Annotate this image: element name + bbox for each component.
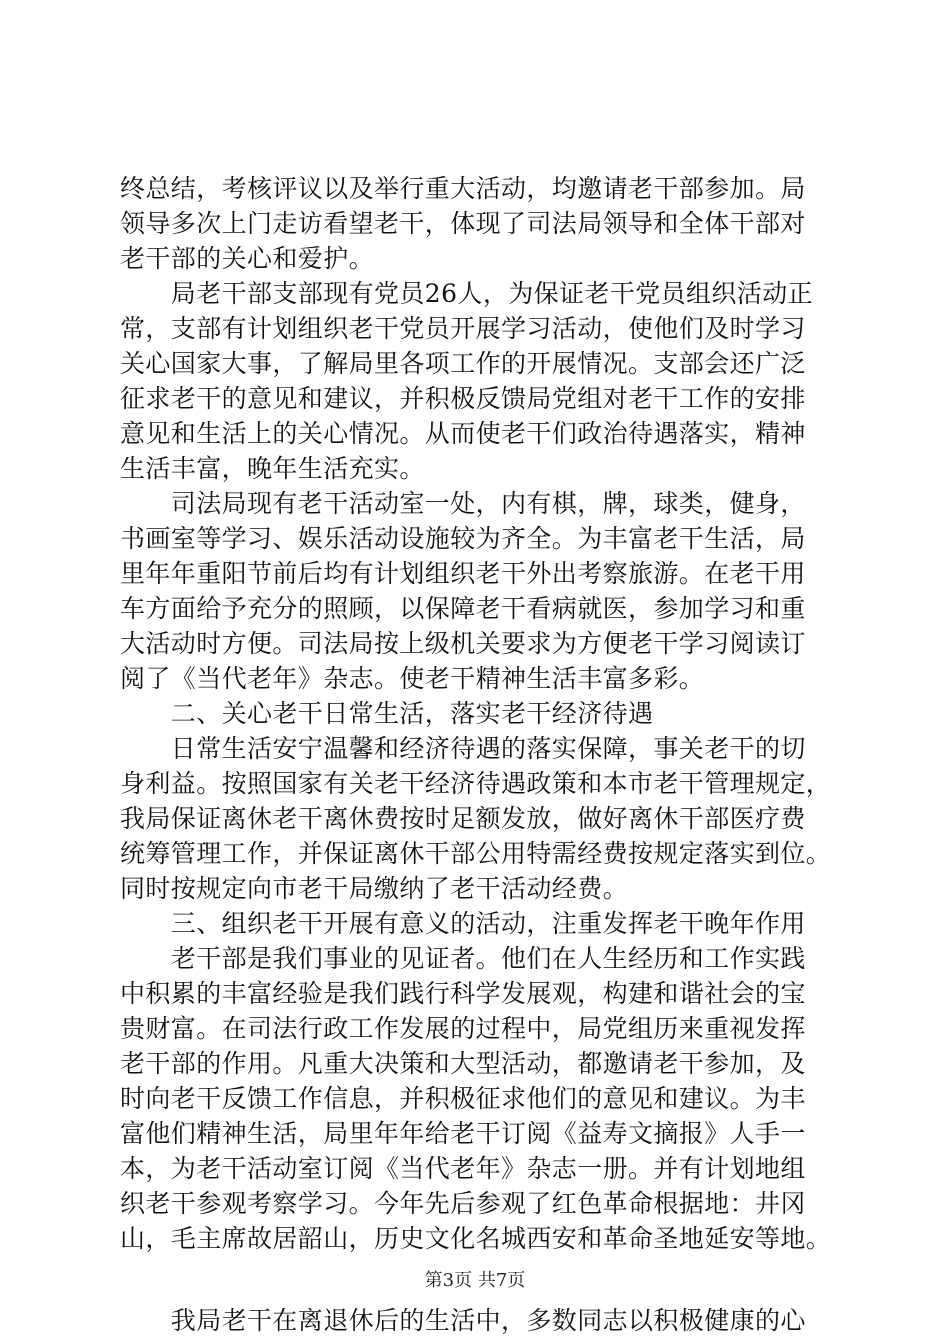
- document-body: [120, 171, 840, 1338]
- text-line: 终总结，考核评议以及举行重大活动，均邀请老干部参加。局: [120, 174, 806, 203]
- text-line: 意见和生活上的关心情况。从而使老干们政治待遇落实，精神: [120, 419, 806, 448]
- text-line: 山，毛主席故居韶山，历史文化名城西安和革命圣地延安等地。: [120, 1224, 832, 1253]
- text-line: 富他们精神生活，局里年年给老干订阅《益寿文摘报》人手一: [120, 1119, 806, 1148]
- text-line: 贵财富。在司法行政工作发展的过程中，局党组历来重视发挥: [120, 1014, 806, 1043]
- section-heading: 二、关心老干日常生活，落实老干经济待遇: [120, 699, 654, 728]
- text-line: 中积累的丰富经验是我们践行科学发展观，构建和谐社会的宝: [120, 979, 806, 1008]
- text-line: 时向老干反馈工作信息，并积极征求他们的意见和建议。为丰: [120, 1084, 806, 1113]
- text-line: 里年年重阳节前后均有计划组织老干外出考察旅游。在老干用: [120, 559, 806, 588]
- text-line: 同时按规定向市老干局缴纳了老干活动经费。: [120, 874, 629, 903]
- text-line: 身利益。按照国家有关老干经济待遇政策和本市老干管理规定，: [120, 769, 832, 798]
- section-heading: 三、组织老干开展有意义的活动，注重发挥老干晚年作用: [120, 909, 806, 938]
- text-line: 老干部的作用。凡重大决策和大型活动，都邀请老干参加，及: [120, 1049, 806, 1078]
- text-line: 常，支部有计划组织老干党员开展学习活动，使他们及时学习: [120, 314, 806, 343]
- text-line: 我局老干在离退休后的生活中，多数同志以积极健康的心: [120, 1306, 806, 1335]
- text-line: 阅了《当代老年》杂志。使老干精神生活丰富多彩。: [120, 664, 705, 693]
- text-line: 车方面给予充分的照顾，以保障老干看病就医，参加学习和重: [120, 594, 806, 623]
- text-line: 织老干参观考察学习。今年先后参观了红色革命根据地：井冈: [120, 1189, 806, 1218]
- text-line: 本，为老干活动室订阅《当代老年》杂志一册。并有计划地组: [120, 1154, 806, 1183]
- text-line: 我局保证离休老干离休费按时足额发放，做好离休干部医疗费: [120, 804, 806, 833]
- text-line: 领导多次上门走访看望老干，体现了司法局领导和全体干部对: [120, 209, 806, 238]
- text-line: 大活动时方便。司法局按上级机关要求为方便老干学习阅读订: [120, 629, 806, 658]
- text-line: 老干部的关心和爱护。: [120, 244, 375, 273]
- text-line: 生活丰富，晚年生活充实。: [120, 454, 425, 483]
- text-line: 局老干部支部现有党员26人，为保证老干党员组织活动正: [120, 279, 814, 308]
- text-line: 日常生活安宁温馨和经济待遇的落实保障，事关老干的切: [120, 734, 806, 763]
- text-line: 统筹管理工作，并保证离休干部公用特需经费按规定落实到位。: [120, 839, 832, 868]
- text-line: 司法局现有老干活动室一处，内有棋，牌，球类，健身，: [120, 489, 806, 518]
- text-line: 关心国家大事，了解局里各项工作的开展情况。支部会还广泛: [120, 349, 806, 378]
- text-line: 征求老干的意见和建议，并积极反馈局党组对老干工作的安排: [120, 384, 806, 413]
- text-line: 老干部是我们事业的见证者。他们在人生经历和工作实践: [120, 944, 806, 973]
- page-footer: 第3页 共7页: [424, 1270, 526, 1291]
- text-line: 书画室等学习、娱乐活动设施较为齐全。为丰富老干生活，局: [120, 524, 806, 553]
